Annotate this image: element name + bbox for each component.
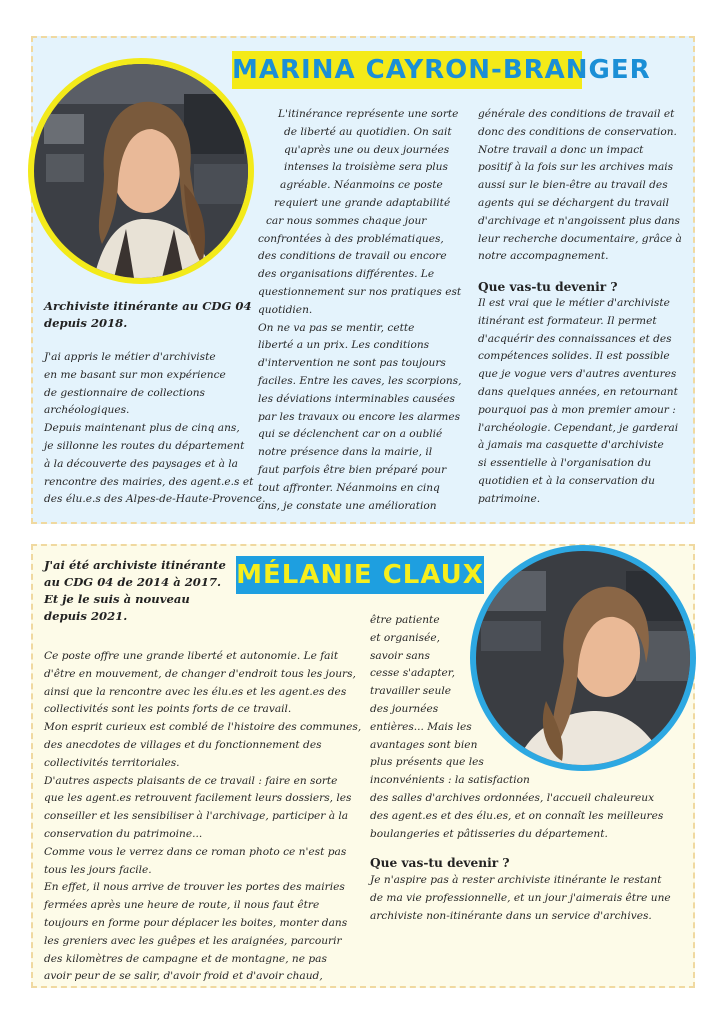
- answer-text-melanie: Je n'aspire pas à rester archiviste itinérante le restant de ma vie professionnelle, et un jour j'aimerais être une archiviste non-itinérante dans un service d'archives.: [370, 874, 671, 922]
- portrait-illustration-marina: [34, 64, 248, 278]
- role-heading-marina: Archiviste itinérante au CDG 04 depuis 2018.: [44, 299, 252, 330]
- question-heading-melanie: Que vas-tu devenir ?: [370, 856, 510, 870]
- profile-name-melanie: MÉLANIE CLAUX: [236, 556, 484, 594]
- intro-text-marina: J'ai appris le métier d'archiviste en me basant sur mon expérience de gestionnaire de collections archéologiques. Depuis maintenant plus de cinq ans, je sillonne les routes du département à la découverte des paysages et à la rencontre des mairies, des agent.e.s et des élu.e.s des Alpes-de-Haute-Provence.: [44, 351, 266, 506]
- body-text-marina-col3: générale des conditions de travail et donc des conditions de conservation. Notre travail a donc un impact positif à la fois sur les archives mais aussi sur le bien-être au travail des agents qui se déchargent du travail d'archivage et n'angoissent plus dans leur recherche documentaire, grâce à notre accompagnement.: [478, 108, 682, 263]
- body-text-melanie-col2: être patiente et organisée, savoir sans cesse s'adapter, travailler seule des journées entières... Mais les avantages sont bien plus présents que les inconvénients : la satisfaction des salles d'archives ordonnées, l'accueil chaleureux des agent.es et des élu.es, et on connaît les meilleures boulangeries et pâtisseries du département.: [370, 614, 664, 840]
- body-text-melanie-col1: Ce poste offre une grande liberté et autonomie. Le fait d'être en mouvement, de changer d'endroit tous les jours, ainsi que la rencontre avec les élu.es et les agent.es des collectivités sont les points forts de ce travail. Mon esprit curieux est comblé de l'histoire des communes, des anecdotes de villages et du fonctionnement des collectivités territoriales. D'autres aspects plaisants de ce travail : faire en sorte que les agent.es retrouvent facilement leurs dossiers, les conseiller et les sensibiliser à l'archivage, participer à la conservation du patrimoine... Comme vous le verrez dans ce roman photo ce n'est pas tous les jours facile. En effet, il nous arrive de trouver les portes des mairies fermées après une heure de route, il nous faut être toujours en forme pour déplacer les boites, monter dans les greniers avec les guêpes et les araignées, parcourir des kilomètres de campagne et de montagne, ne pas avoir peur de se salir, d'avoir froid et d'avoir chaud,: [44, 650, 362, 983]
- profile-name-marina: MARINA CAYRON-BRANGER: [232, 51, 582, 89]
- question-heading-marina: Que vas-tu devenir ?: [478, 280, 618, 294]
- answer-text-marina: Il est vrai que le métier d'archiviste itinérant est formateur. Il permet d'acquérir des connaissances et des compétences solides. Il est possible que je vogue vers d'autres aventures dans quelques années, en retournant pourquoi pas à mon premier amour : l'archéologie. Cependant, je garderai à jamais ma casquette d'archiviste si essentielle à l'organisation du quotidien et à la conservation du patrimoine.: [478, 297, 679, 505]
- body-text-marina-col2: L'itinérance représente une sorte de liberté au quotidien. On sait qu'après une ou deux journées intenses la troisième sera plus agréable. Néanmoins ce poste requiert une grande adaptabilité car nous sommes chaque jour confrontées à des problématiques, des conditions de travail ou encore des organisations différentes. Le questionnement sur nos pratiques est quotidien. On ne va pas se mentir, cette liberté a un prix. Les conditions d'intervention ne sont pas toujours faciles. Entre les caves, les scorpions, les déviations interminables causées par les travaux ou encore les alarmes qui se déclenchent car on a oublié notre présence dans la mairie, il faut parfois être bien préparé pour tout affronter. Néanmoins en cinq ans, je constate une amélioration: [258, 108, 462, 512]
- role-heading-melanie: J'ai été archiviste itinérante au CDG 04 de 2014 à 2017. Et je le suis à nouveau depuis 2021.: [44, 558, 226, 623]
- portrait-photo-marina: [28, 58, 254, 284]
